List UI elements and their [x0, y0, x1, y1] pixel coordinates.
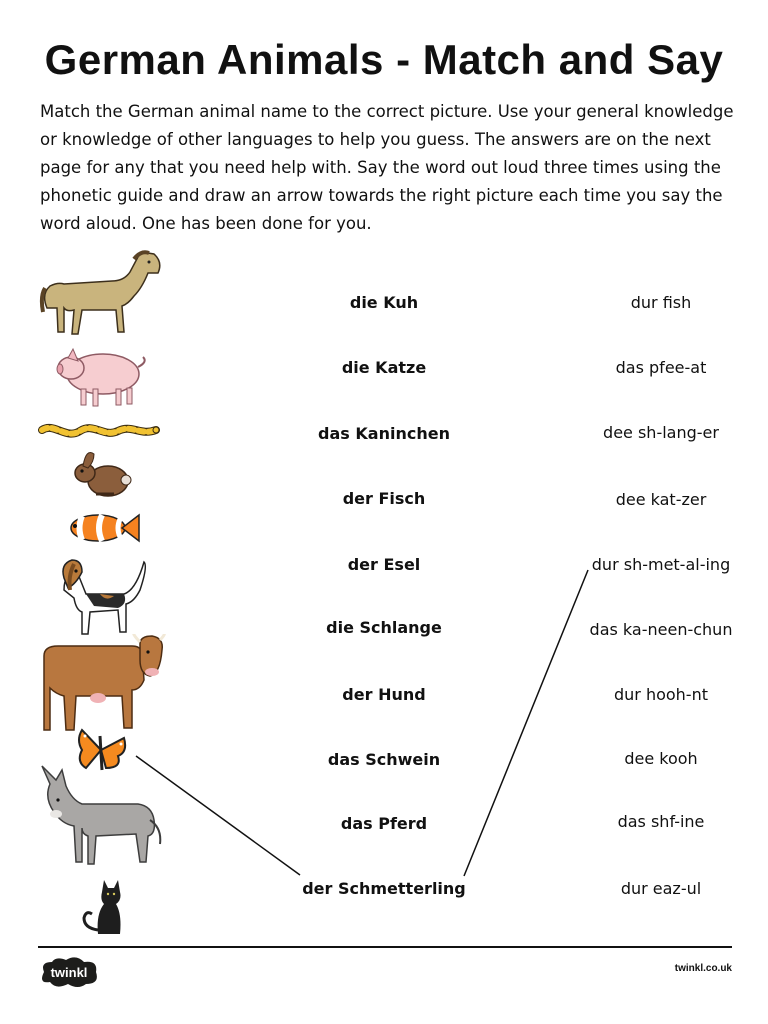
word-der-fisch[interactable]: der Fisch — [342, 489, 426, 508]
instructions: Match the German animal name to the correct picture. Use your general knowledge or knowledge of other languages to help you guess. The answers are on the next page for any that you need help with. Say the word out loud three times using the phonetic guide and draw an arrow towards the right picture each time you say the word aloud. One has been done for you. — [40, 102, 734, 233]
word-das-schwein[interactable]: das Schwein — [327, 750, 441, 769]
logo-wordmark: twinkl — [50, 965, 88, 980]
twinkl-logo — [38, 956, 100, 988]
phonetic-dur-fish[interactable]: dur fish — [630, 293, 692, 312]
phonetic-dur-eaz-ul[interactable]: dur eaz-ul — [620, 879, 702, 898]
word-der-schmetterling[interactable]: der Schmetterling — [302, 879, 466, 898]
snake-picture[interactable] — [38, 418, 162, 444]
pig-picture[interactable] — [54, 344, 148, 408]
phonetic-dur-sh-met-al-ing[interactable]: dur sh-met-al-ing — [591, 555, 731, 574]
donkey-picture[interactable] — [38, 762, 162, 868]
phonetic-dee-sh-lang-er[interactable]: dee sh-lang-er — [603, 423, 719, 442]
fish-picture[interactable] — [62, 510, 140, 546]
page-title: German Animals - Match and Say — [44, 36, 724, 83]
word-die-schlange[interactable]: die Schlange — [326, 618, 442, 637]
word-der-hund[interactable]: der Hund — [342, 685, 426, 704]
phonetic-das-pfee-at[interactable]: das pfee-at — [615, 358, 707, 377]
website-url[interactable]: twinkl.co.uk — [674, 963, 732, 974]
word-die-katze[interactable]: die Katze — [341, 358, 427, 377]
footer-divider — [38, 946, 732, 948]
rabbit-picture[interactable] — [68, 448, 132, 500]
dog-picture[interactable] — [54, 554, 148, 638]
phonetic-das-shf-ine[interactable]: das shf-ine — [617, 812, 705, 831]
word-das-kaninchen[interactable]: das Kaninchen — [318, 424, 450, 443]
phonetic-dur-hooh-nt[interactable]: dur hooh-nt — [613, 685, 708, 704]
phonetic-das-ka-neen-chun[interactable]: das ka-neen-chun — [589, 620, 733, 639]
horse-picture[interactable] — [38, 246, 162, 340]
cat-picture[interactable] — [80, 878, 126, 936]
phonetic-dee-kat-zer[interactable]: dee kat-zer — [615, 490, 707, 509]
word-das-pferd[interactable]: das Pferd — [340, 814, 428, 833]
word-die-kuh[interactable]: die Kuh — [349, 293, 419, 312]
word-der-esel[interactable]: der Esel — [347, 555, 421, 574]
phonetic-dee-kooh[interactable]: dee kooh — [624, 749, 698, 768]
cow-picture[interactable] — [36, 634, 166, 734]
